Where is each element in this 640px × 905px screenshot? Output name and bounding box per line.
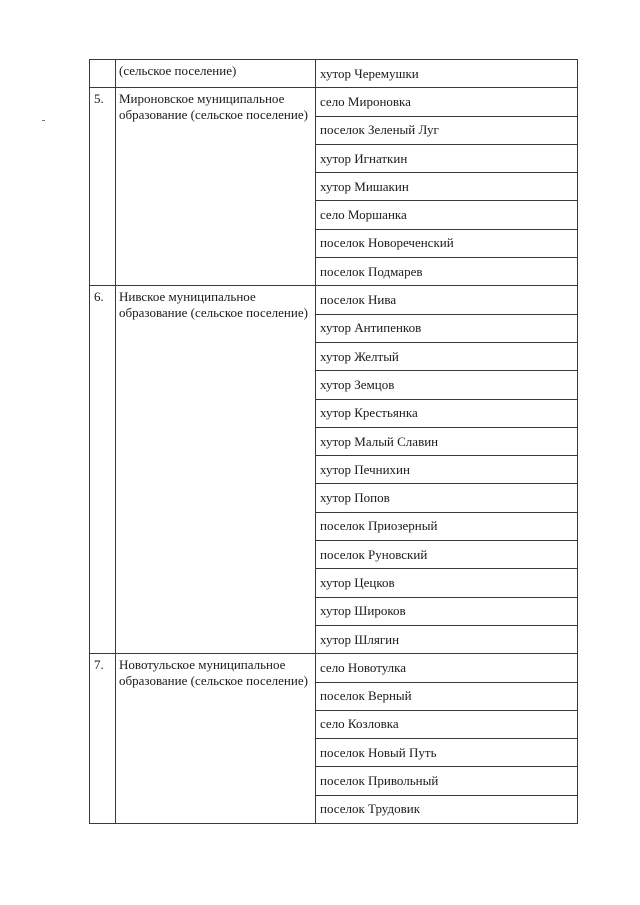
settlement-name: хутор Крестьянка: [316, 399, 578, 427]
settlement-name: хутор Шлягин: [316, 625, 578, 653]
settlement-name: хутор Малый Славин: [316, 427, 578, 455]
municipality-name: Новотульское муниципальное образование (сельское поселение): [116, 654, 316, 824]
row-number: 6.: [90, 286, 116, 654]
settlement-name: поселок Приозерный: [316, 512, 578, 540]
settlement-name: село Козловка: [316, 710, 578, 738]
settlement-name: поселок Зеленый Луг: [316, 116, 578, 144]
settlement-name: поселок Новореченский: [316, 229, 578, 257]
settlement-name: поселок Привольный: [316, 767, 578, 795]
settlement-name: хутор Попов: [316, 484, 578, 512]
settlements-table: [89, 59, 578, 824]
settlement-name: хутор Широков: [316, 597, 578, 625]
settlement-name: поселок Подмарев: [316, 258, 578, 286]
settlement-name: поселок Руновский: [316, 541, 578, 569]
row-number: 7.: [90, 654, 116, 824]
settlement-name: хутор Земцов: [316, 371, 578, 399]
settlement-name: поселок Верный: [316, 682, 578, 710]
municipality-name: Мироновское муниципальное образование (сельское поселение): [116, 88, 316, 286]
table-row: [90, 654, 578, 682]
settlement-name: село Мироновка: [316, 88, 578, 116]
settlement-name: село Моршанка: [316, 201, 578, 229]
municipality-name: Нивское муниципальное образование (сельское поселение): [116, 286, 316, 654]
settlement-name: хутор Печнихин: [316, 456, 578, 484]
settlement-name: хутор Желтый: [316, 342, 578, 370]
settlement-name: поселок Нива: [316, 286, 578, 314]
settlement-name: хутор Игнаткин: [316, 144, 578, 172]
table-row: [90, 88, 578, 116]
scan-mark: [42, 120, 45, 121]
settlement-name: село Новотулка: [316, 654, 578, 682]
settlement-name: поселок Новый Путь: [316, 739, 578, 767]
table-row: [90, 60, 578, 88]
settlement-name: поселок Трудовик: [316, 795, 578, 823]
settlement-name: хутор Черемушки: [316, 60, 578, 88]
row-number: 5.: [90, 88, 116, 286]
municipality-name: (сельское поселение): [116, 60, 316, 88]
row-number: [90, 60, 116, 88]
settlement-name: хутор Антипенков: [316, 314, 578, 342]
table-row: [90, 286, 578, 314]
settlement-name: хутор Мишакин: [316, 173, 578, 201]
settlement-name: хутор Цецков: [316, 569, 578, 597]
